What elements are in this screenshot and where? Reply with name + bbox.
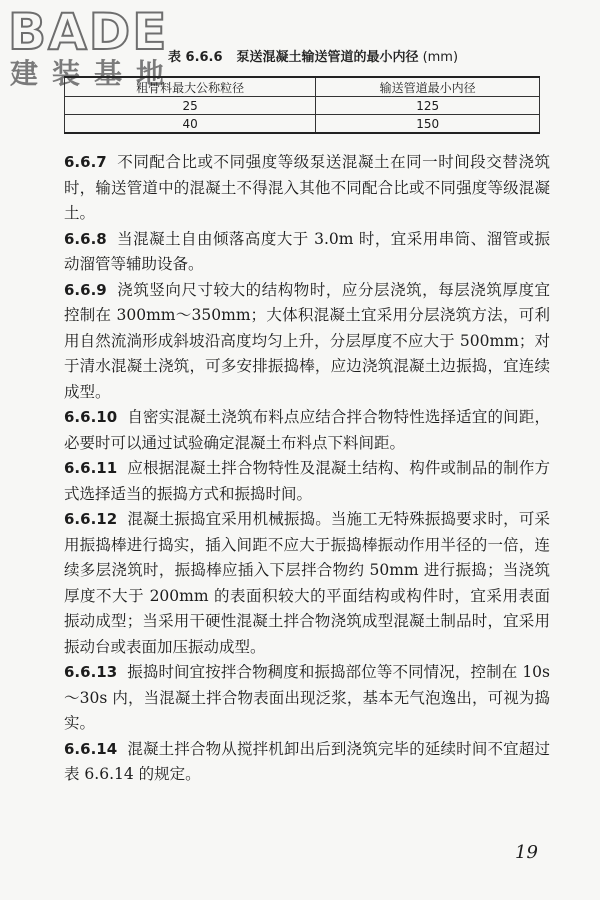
clause-6-6-14 — [64, 737, 550, 788]
clause-text: 当混凝土自由倾落高度大于 3.0m 时，宜采用串筒、溜管或振动溜管等辅助设备。 — [64, 229, 550, 273]
table-header-cell: 输送管道最小内径 — [316, 77, 540, 97]
table-header-cell: 粗骨料最大公称粒径 — [65, 77, 316, 97]
pipe-diameter-table — [64, 76, 540, 134]
table-cell: 25 — [65, 97, 316, 115]
clause-number: 6.6.7 — [64, 153, 107, 171]
clause-number: 6.6.13 — [64, 663, 118, 681]
table-title: 泵送混凝土输送管道的最小内径 — [236, 50, 419, 65]
clause-number: 6.6.10 — [64, 408, 118, 426]
clause-6-6-8 — [64, 227, 550, 278]
table-row — [65, 115, 540, 134]
table-cell: 150 — [316, 115, 540, 134]
clause-number: 6.6.9 — [64, 280, 107, 299]
clause-number: 6.6.14 — [64, 739, 118, 758]
logo-wordmark: BADE — [8, 3, 169, 61]
clause-list — [64, 150, 550, 788]
clause-6-6-11 — [64, 456, 550, 507]
page-number: 19 — [515, 842, 538, 863]
table-row — [65, 97, 540, 115]
table-caption — [168, 46, 458, 65]
clause-text: 浇筑竖向尺寸较大的结构物时，应分层浇筑，每层浇筑厚度宜控制在 300mm～350mm；大体积混凝土宜采用分层浇筑方法，可利用自然流淌形成斜坡沿高度均匀上升，分层厚度不应大于 500mm；对于清水混凝土浇筑，可多安排振捣棒，应边浇筑混凝土边振捣，宜连续成型。 — [64, 280, 550, 401]
clause-number: 6.6.8 — [64, 229, 107, 248]
clause-text: 不同配合比或不同强度等级泵送混凝土在同一时间段交替浇筑时，输送管道中的混凝土不得混入其他不同配合比或不同强度等级混凝土。 — [64, 153, 550, 222]
table-cell: 40 — [65, 115, 316, 134]
clause-6-6-9 — [64, 278, 550, 406]
clause-6-6-13 — [64, 660, 550, 737]
table-cell: 125 — [316, 97, 540, 115]
clause-text: 振捣时间宜按拌合物稠度和振捣部位等不同情况，控制在 10s～30s 内，当混凝土拌合物表面出现泛浆，基本无气泡逸出，可视为捣实。 — [64, 663, 550, 732]
clause-number: 6.6.11 — [64, 459, 118, 477]
clause-text: 混凝土拌合物从搅拌机卸出后到浇筑完毕的延续时间不宜超过表 6.6.14 的规定。 — [64, 739, 550, 783]
clause-6-6-10 — [64, 405, 550, 456]
clause-6-6-7 — [64, 150, 550, 227]
clause-text: 自密实混凝土浇筑布料点应结合拌合物特性选择适宜的间距，必要时可以通过试验确定混凝土布料点下料间距。 — [64, 408, 550, 452]
clause-number: 6.6.12 — [64, 510, 118, 528]
table-number: 表 6.6.6 — [168, 50, 223, 65]
table-header-row — [65, 77, 540, 97]
clause-text: 混凝土振捣宜采用机械振捣。当施工无特殊振捣要求时，可采用振捣棒进行捣实，插入间距不应大于振捣棒振动作用半径的一倍，连续多层浇筑时，振捣棒应插入下层拌合物约 50mm 进行振捣；当浇筑厚度不大于 200mm 的表面积较大的平面结构或构件时，宜采用表面振动成型；当采用干硬性混凝土拌合物浇筑成型混凝土制品时，宜采用振动台或表面加压振动成型。 — [64, 510, 550, 656]
clause-6-6-12 — [64, 507, 550, 660]
logo-subtitle: 建装基地 — [10, 57, 179, 90]
clause-text: 应根据混凝土拌合物特性及混凝土结构、构件或制品的制作方式选择适当的振捣方式和振捣时间。 — [64, 459, 550, 503]
table-unit: (mm) — [422, 50, 459, 65]
